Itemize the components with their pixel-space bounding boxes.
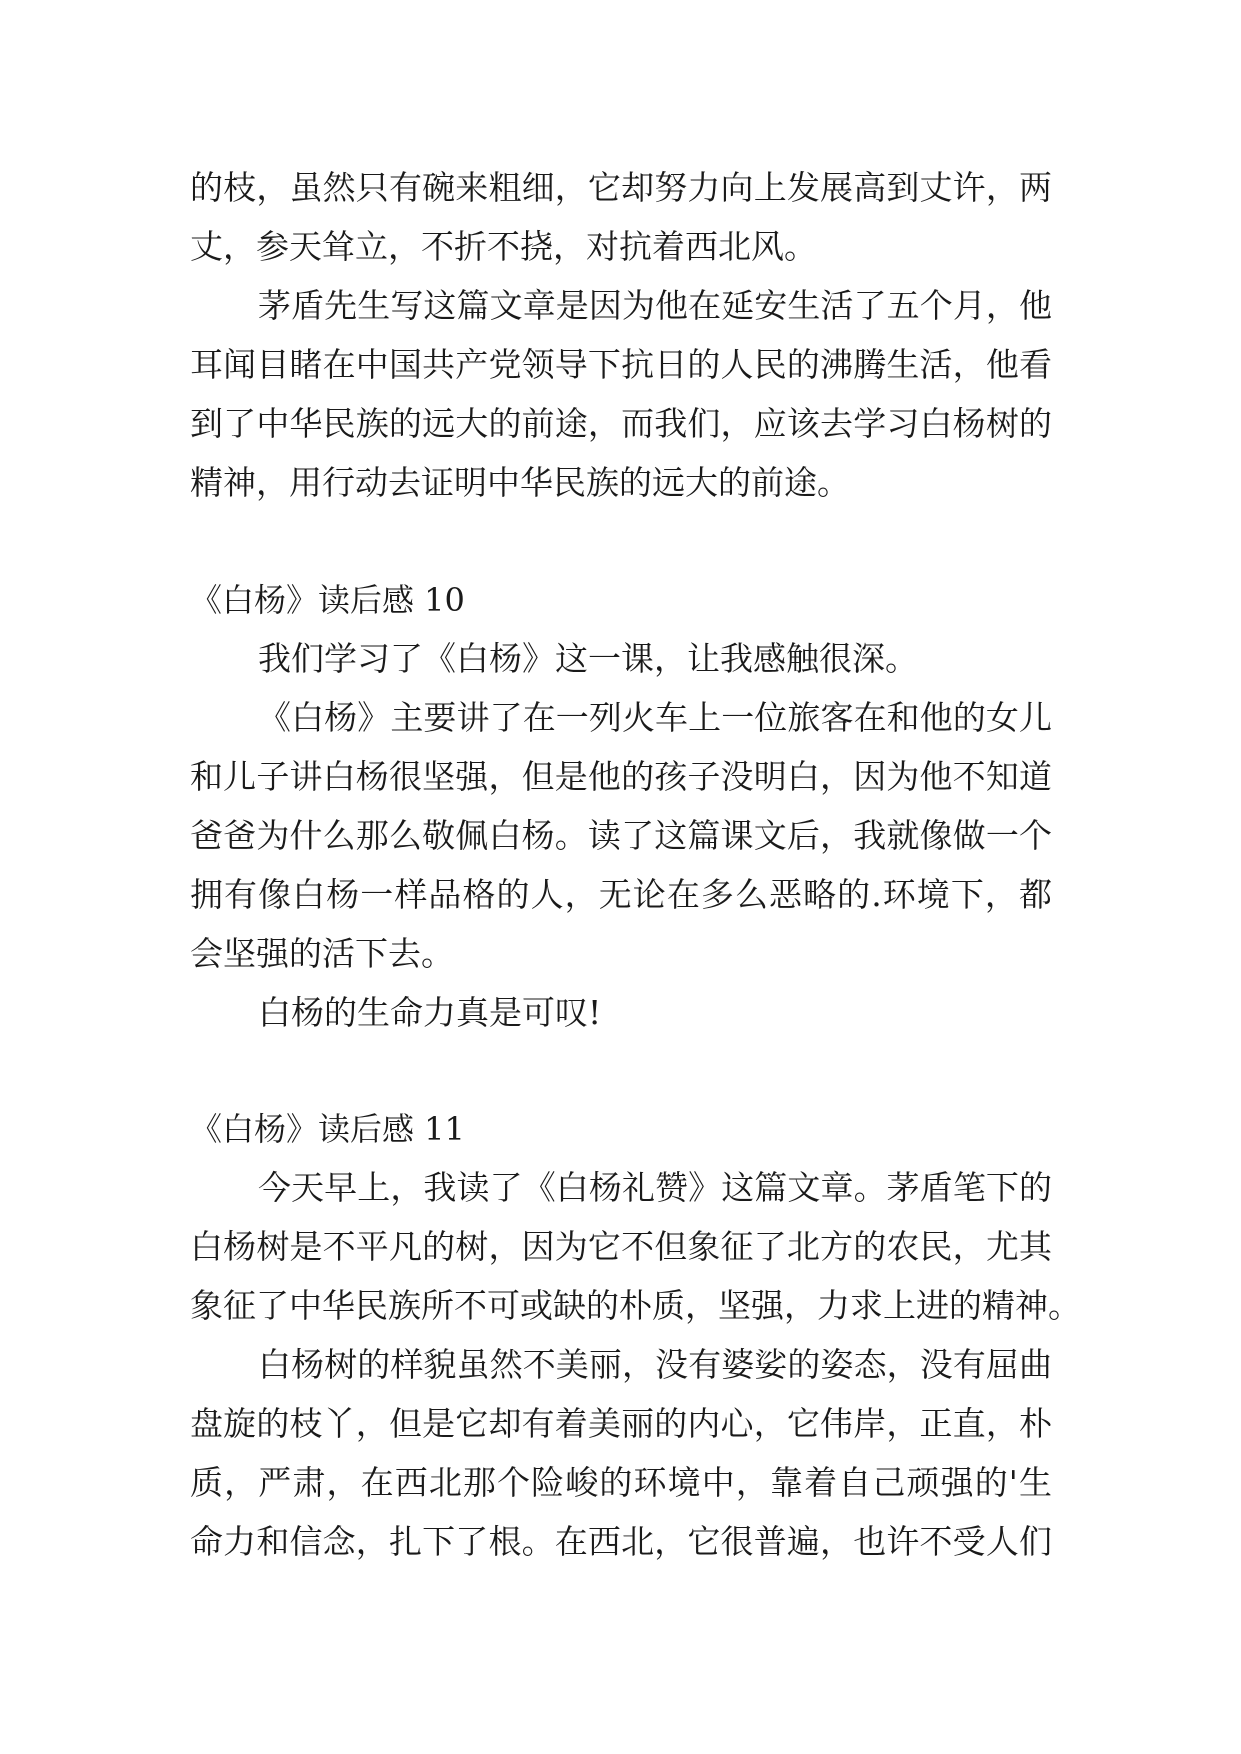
- section-heading: 《白杨》读后感 11: [190, 1110, 465, 1148]
- paragraph-line: 盘旋的枝丫，但是它却有着美丽的内心，它伟岸，正直，朴: [190, 1404, 1052, 1443]
- paragraph-line: 丈，参天耸立，不折不挠，对抗着西北风。: [190, 227, 817, 266]
- paragraph-line: 耳闻目睹在中国共产党领导下抗日的人民的沸腾生活，他看: [190, 345, 1052, 384]
- paragraph-line: 的枝，虽然只有碗来粗细，它却努力向上发展高到丈许，两: [190, 168, 1052, 207]
- section-heading: 《白杨》读后感 10: [190, 581, 465, 619]
- paragraph-line: 和儿子讲白杨很坚强，但是他的孩子没明白，因为他不知道: [190, 757, 1052, 796]
- paragraph-line: 会坚强的活下去。: [190, 934, 454, 973]
- paragraph-line: 白杨的生命力真是可叹!: [258, 993, 602, 1032]
- paragraph-line: 拥有像白杨一样品格的人，无论在多么恶略的.环境下，都: [190, 875, 1052, 914]
- paragraph-line: 到了中华民族的远大的前途，而我们，应该去学习白杨树的: [190, 404, 1052, 443]
- paragraph-line: 茅盾先生写这篇文章是因为他在延安生活了五个月，他: [258, 286, 1052, 325]
- paragraph-line: 白杨树的样貌虽然不美丽，没有婆娑的姿态，没有屈曲: [258, 1345, 1052, 1384]
- paragraph-line: 《白杨》主要讲了在一列火车上一位旅客在和他的女儿: [258, 698, 1052, 737]
- paragraph-line: 质，严肃，在西北那个险峻的环境中，靠着自己顽强的'生: [190, 1463, 1052, 1502]
- paragraph-line: 我们学习了《白杨》这一课，让我感触很深。: [258, 639, 918, 678]
- paragraph-line: 爸爸为什么那么敬佩白杨。读了这篇课文后，我就像做一个: [190, 816, 1052, 855]
- paragraph-line: 今天早上，我读了《白杨礼赞》这篇文章。茅盾笔下的: [258, 1168, 1052, 1207]
- paragraph-line: 白杨树是不平凡的树，因为它不但象征了北方的农民，尤其: [190, 1227, 1052, 1266]
- paragraph-line: 命力和信念，扎下了根。在西北，它很普遍，也许不受人们: [190, 1522, 1052, 1561]
- paragraph-line: 精神，用行动去证明中华民族的远大的前途。: [190, 463, 850, 502]
- paragraph-line: 象征了中华民族所不可或缺的朴质，坚强，力求上进的精神。: [190, 1286, 1081, 1325]
